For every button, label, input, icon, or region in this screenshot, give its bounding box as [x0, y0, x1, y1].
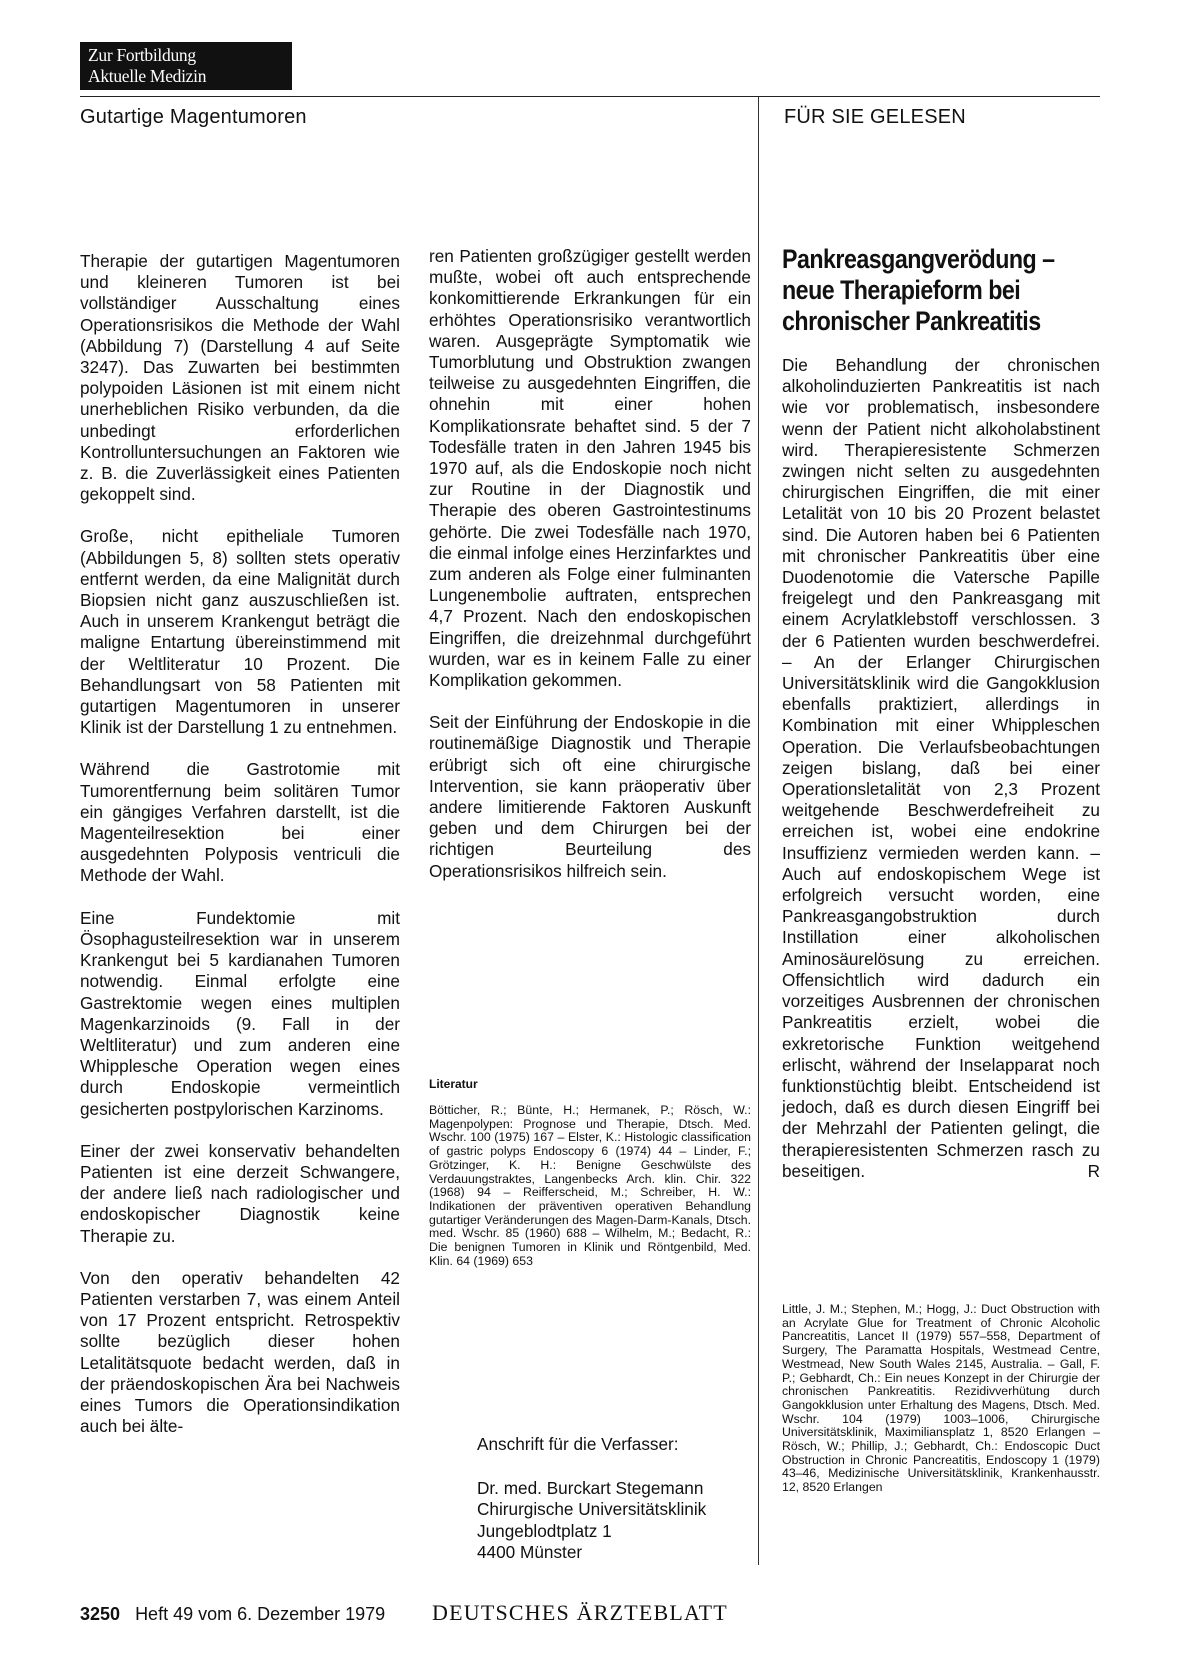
- column-divider: [758, 97, 759, 1565]
- article-column-1: [80, 251, 400, 1458]
- paragraph: Von den operativ behandelten 42 Patienten verstarben 7, was einem Anteil von 17 Prozent entspricht. Retrospektiv sollte bezüglich dieser hohen Letalitätsquote bedacht werden, daß in der präendoskopischen Ära bei Nachweis eines Tumors die Operationsindikation auch bei älte-: [80, 1267, 400, 1437]
- sidebar-literature: Little, J. M.; Stephen, M.; Hogg, J.: Duct Obstruction with an Acrylate Glue for Treatment of Chronic Alcoholic Pancreatitis, Lancet II (1979) 557–558, Department of Surgery, The Paramatta Hospitals, Westmead Centre, Westmead, New South Wales 2145, Australia. – Gall, F. P.; Gebhardt, Ch.: Ein neues Konzept in der Chirurgie der chronischen Pankreatitis. Rezidivverhütung durch Gangokklusion unter Erhaltung des Magens, Dtsch. Med. Wschr. 104 (1979) 1003–1006, Chirurgische Universitätsklinik, Maximiliansplatz 1, 8520 Erlangen – Rösch, W.; Phillip, J.; Gebhardt, Ch.: Endoscopic Duct Obstruction in Chronic Pancreatitis, Endoscopy 1 (1979) 43–46, Medizinische Universitätsklinik, Krankenhausstr. 12, 8520 Erlangen: [782, 1302, 1100, 1495]
- paragraph: Seit der Einführung der Endoskopie in die routinemäßige Diagnostik und Therapie erübrigt sich oft eine chirurgische Intervention, sie kann präoperativ über andere limitierende Faktoren Auskunft geben und dem Chirurgen bei der richtigen Beurteilung des Operationsrisikos hilfreich sein.: [429, 712, 751, 881]
- header-rule: [80, 96, 1100, 97]
- page-footer: [80, 1604, 385, 1625]
- running-head-right: FÜR SIE GELESEN: [784, 106, 966, 128]
- address-name: Dr. med. Burckart Stegemann: [477, 1477, 704, 1498]
- paragraph: Die Behandlung der chronischen alkoholinduzierten Pankreatitis ist nach wie vor problematisch, insbesondere wenn der Patient nicht alkoholabstinent wird. Therapieresistente Schmerzen zwingen nicht selten zu ausgedehnten chirurgischen Eingriffen, die mit einer Letalität von 10 bis 20 Prozent belastet sind. Die Autoren haben bei 6 Patienten mit chronischer Pankreatitis über eine Duodenotomie die Vatersche Papille freigelegt und den Pankreasgang mit einem Acrylatklebstoff verschlossen. 3 der 6 Patienten wurden beschwerdefrei. – An der Erlanger Chirurgischen Universitätsklinik wird die Gangokklusion ebenfalls praktiziert, allerdings in Kombination mit einer Whippleschen Operation. Die Verlaufsbeobachtungen zeigen bislang, daß bei einer Operationsletalität von 2,3 Prozent weitgehende Beschwerdefreiheit zu erreichen ist, wobei eine endokrine Insuffizienz vermieden werden kann. – Auch auf endoskopischem Wege ist erfolgreich versucht worden, eine Pankreasgangobstruktion durch Instillation einer alkoholischen Aminosäurelösung zu erreichen. Offensichtlich wird dadurch ein vorzeitiges Ausbrennen der chronischen Pankreatitis erzielt, wobei die exkretorische Funktion weitgehend erlischt, während der Inselapparat noch funktionstüchtig bleibt. Entscheidend ist jedoch, daß es durch diesen Eingriff bei der Mehrzahl der Patienten gelingt, die therapieresistenten Schmerzen rasch zu beseitigen.: [782, 355, 1100, 1181]
- paragraph: Während die Gastrotomie mit Tumorentfernung beim solitären Tumor ein gängiges Verfahren darstellt, ist die Magenteilresektion bei einer ausgedehnten Polyposis ventriculi die Methode der Wahl.: [80, 759, 400, 886]
- address-street: Jungeblodtplatz 1: [477, 1520, 612, 1541]
- journal-name: DEUTSCHES ÄRZTEBLATT: [432, 1600, 728, 1625]
- page-number: 3250: [80, 1604, 121, 1624]
- paragraph: Einer der zwei konservativ behandelten Patienten ist eine derzeit Schwangere, der andere ließ nach radiologischer und endoskopischer Diagnostik keine Therapie zu.: [80, 1140, 400, 1246]
- literature-heading: Literatur: [429, 1077, 478, 1091]
- literature-references: Bötticher, R.; Bünte, H.; Hermanek, P.; Rösch, W.: Magenpolypen: Prognose und Therapie, Dtsch. Med. Wschr. 100 (1975) 167 – Elster, K.: Histologic classification of gastric polyps Endoscopy 6 (1974) 44 – Linder, F.; Grötzinger, K. H.: Benigne Geschwülste des Verdauungstraktes, Langenbecks Arch. klin. Chir. 322 (1968) 94 – Reifferscheid, M.; Schreiber, H. W.: Indikationen der präventiven operativen Behandlung gutartiger Veränderungen des Magen-Darm-Kanals, Dtsch. med. Wschr. 85 (1960) 688 – Wilhelm, M.; Bedacht, R.: Die benignen Tumoren in Klinik und Röntgenbild, Med. Klin. 64 (1969) 653: [429, 1103, 751, 1268]
- badge-line-2: Aktuelle Medizin: [88, 66, 207, 86]
- paragraph: Therapie der gutartigen Magentumoren und kleineren Tumoren ist bei vollständiger Ausschaltung eines Operationsrisikos die Methode der Wahl (Abbildung 7) (Darstellung 4 auf Seite 3247). Das Zuwarten bei bestimmten polypoiden Läsionen ist mit einem nicht unerheblichen Risiko verbunden, da die unbedingt erforderlichen Kontrolluntersuchungen an Faktoren wie z. B. die Zuverlässigkeit eines Patienten gekoppelt sind.: [80, 251, 400, 505]
- address-city: 4400 Münster: [477, 1542, 583, 1562]
- section-badge: [80, 42, 292, 90]
- running-head-left: Gutartige Magentumoren: [80, 106, 307, 128]
- paragraph: Eine Fundektomie mit Ösophagusteilresektion war in unserem Krankengut bei 5 kardianahen Tumoren notwendig. Einmal erfolgte eine Gastrektomie wegen eines multiplen Magenkarzinoids (9. Fall in der Weltliteratur) und zum anderen eine Whipplesche Operation wegen eines durch Endoskopie vermeintlich gesicherten postpylorischen Karzinoms.: [80, 907, 400, 1119]
- badge-line-1: Zur Fortbildung: [88, 45, 196, 65]
- sidebar-article-title: Pankreasgangverödung – neue Therapieform bei chronischer Pankreatitis: [782, 244, 1055, 336]
- author-address: [477, 1434, 706, 1564]
- paragraph: ren Patienten großzügiger gestellt werden mußte, wobei oft auch entsprechende konkomittierende Erkrankungen für ein erhöhtes Operationsrisiko verantwortlich waren. Ausgeprägte Symptomatik wie Tumorblutung und Obstruktion zwangen teilweise zu ausgedehnten Eingriffen, die ohnehin mit einer hohen Komplikationsrate behaftet sind. 5 der 7 Todesfälle traten in den Jahren 1945 bis 1970 auf, als die Endoskopie noch nicht zur Routine in der Diagnostik und Therapie des oberen Gastrointestinums gehörte. Die zwei Todesfälle nach 1970, die einmal infolge eines Herzinfarktes und zum anderen als Folge einer fulminanten Lungenembolie auftraten, entsprechen 4,7 Prozent. Nach den endoskopischen Eingriffen, die dreizehnmal durchgeführt wurden, war es in keinem Falle zu einer Komplikation gekommen.: [429, 246, 751, 691]
- article-column-2: [429, 246, 751, 903]
- sidebar-article-body: [782, 355, 1100, 1196]
- author-signature: R: [1087, 1160, 1100, 1181]
- address-institution: Chirurgische Universitätsklinik: [477, 1499, 707, 1519]
- paragraph: Große, nicht epitheliale Tumoren (Abbildungen 5, 8) sollten stets operativ entfernt werden, da eine Malignität durch Biopsien nicht ganz auszuschließen ist. Auch in unserem Krankengut beträgt die maligne Entartung übereinstimmend mit der Weltliteratur 10 Prozent. Die Behandlungsart von 58 Patienten mit gutartigen Magentumoren in unserer Klinik ist der Darstellung 1 zu entnehmen.: [80, 526, 400, 738]
- address-label: Anschrift für die Verfasser:: [477, 1434, 679, 1454]
- issue-info: Heft 49 vom 6. Dezember 1979: [135, 1604, 386, 1624]
